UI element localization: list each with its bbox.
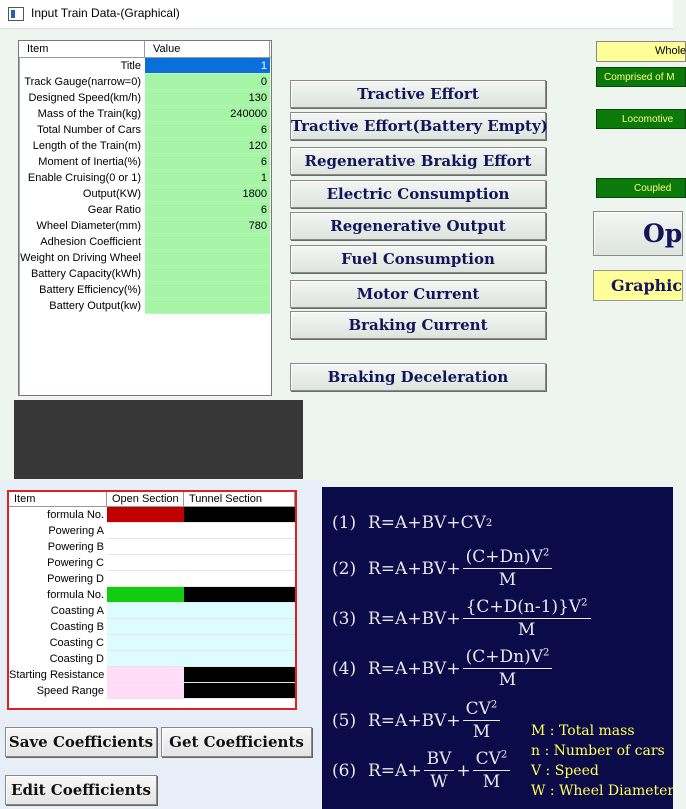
formula-denominator: W (430, 772, 448, 792)
row-value-cell[interactable]: 6 (145, 154, 270, 170)
coef-row[interactable] (9, 539, 295, 555)
table-row[interactable] (19, 170, 271, 186)
formula-expression: R=A+BV+ (368, 558, 461, 579)
row-item-label: Mass of the Train(kg) (37, 108, 141, 120)
formula-numerator: CV (475, 749, 501, 769)
row-value-cell[interactable]: 1 (145, 58, 270, 74)
tunnel-section-cell[interactable] (184, 635, 295, 651)
row-value-cell[interactable] (145, 250, 270, 266)
open-section-cell[interactable] (107, 507, 184, 523)
coef-row[interactable] (9, 667, 295, 683)
table-row[interactable] (19, 58, 271, 74)
formula-fraction (463, 547, 553, 590)
table-row[interactable] (19, 234, 271, 250)
row-value-cell[interactable]: 240000 (145, 106, 270, 122)
coefficient-table[interactable] (7, 490, 297, 710)
edit-coefficients-button[interactable]: Edit Coefficients (5, 775, 157, 805)
formula-denominator: M (472, 722, 491, 742)
tractive-effort-button[interactable]: Tractive Effort (290, 80, 546, 108)
formula-fraction (463, 647, 553, 690)
comprised-option[interactable]: Comprised of M (596, 67, 686, 87)
table-row[interactable] (19, 186, 271, 202)
table-row[interactable] (19, 282, 271, 298)
legend-number-of-cars: n : Number of cars (531, 743, 665, 759)
formula-6 (332, 749, 512, 792)
row-value-cell[interactable]: 6 (145, 202, 270, 218)
braking-deceleration-button[interactable]: Braking Deceleration (290, 363, 546, 391)
coef-row[interactable] (9, 651, 295, 667)
row-item-label: Weight on Driving Wheel (20, 252, 141, 264)
train-data-table[interactable] (18, 40, 272, 396)
row-item-label: Designed Speed(km/h) (28, 92, 141, 104)
open-section-cell[interactable] (107, 523, 184, 539)
coef-table-body (9, 507, 295, 699)
table-row[interactable] (19, 90, 271, 106)
formula-exponent: 2 (500, 749, 508, 761)
tunnel-section-cell[interactable] (184, 555, 295, 571)
coef-row[interactable] (9, 507, 295, 523)
formula-exponent: 2 (542, 547, 550, 559)
row-value-cell[interactable]: 1 (145, 170, 270, 186)
row-item-label: Wheel Diameter(mm) (36, 220, 141, 232)
coef-row-label: Coasting A (50, 605, 104, 617)
formula-exponent: 2 (581, 597, 588, 609)
formula-fraction (463, 597, 591, 640)
tunnel-section-cell[interactable] (184, 683, 295, 699)
formula-number: (2) (332, 558, 357, 579)
coef-row[interactable] (9, 603, 295, 619)
preview-panel (14, 400, 303, 479)
table-row[interactable] (19, 202, 271, 218)
fuel-consumption-button[interactable]: Fuel Consumption (290, 245, 546, 273)
open-section-cell[interactable] (107, 603, 184, 619)
formula-expression: R=A+BV+CV (368, 513, 486, 533)
tunnel-section-cell[interactable] (184, 587, 295, 603)
coef-row[interactable] (9, 619, 295, 635)
window-title: Input Train Data-(Graphical) (31, 6, 180, 20)
row-value-cell[interactable]: 120 (145, 138, 270, 154)
formula-2 (332, 547, 554, 590)
formula-denominator: M (517, 620, 536, 640)
formula-exponent: 2 (485, 517, 493, 529)
tunnel-section-cell[interactable] (184, 651, 295, 667)
formula-fraction (424, 749, 455, 792)
coef-row[interactable] (9, 683, 295, 699)
row-value-cell[interactable] (145, 298, 270, 314)
formula-number: (3) (332, 608, 357, 629)
formula-number: (4) (332, 658, 357, 679)
formula-number: (1) (332, 513, 357, 533)
open-section-cell[interactable] (107, 683, 184, 699)
row-value-cell[interactable] (145, 234, 270, 250)
formula-expression: R=A+ (368, 760, 422, 781)
row-value-cell[interactable] (145, 282, 270, 298)
coupled-option[interactable]: Coupled (596, 178, 686, 198)
formula-plus: + (456, 760, 471, 781)
coef-row-label: formula No. (47, 589, 104, 601)
coef-row[interactable] (9, 523, 295, 539)
open-section-cell[interactable] (107, 587, 184, 603)
tractive-effort-battery-empty-button[interactable]: Tractive Effort(Battery Empty) (290, 112, 546, 140)
table-row[interactable] (19, 218, 271, 234)
open-section-cell[interactable] (107, 635, 184, 651)
app-icon (8, 7, 24, 21)
motor-current-button[interactable]: Motor Current (290, 280, 546, 308)
coef-row-label: Powering B (47, 541, 104, 553)
table-row[interactable] (19, 138, 271, 154)
formula-number: (6) (332, 760, 357, 781)
row-value-cell[interactable]: 780 (145, 218, 270, 234)
open-section-cell[interactable] (107, 619, 184, 635)
get-coefficients-button[interactable]: Get Coefficients (161, 727, 312, 757)
legend-total-mass: M : Total mass (531, 723, 635, 739)
coef-row[interactable] (9, 587, 295, 603)
formula-numerator: CV (465, 699, 491, 719)
row-value-cell[interactable]: 1800 (145, 186, 270, 202)
formula-denominator: M (498, 570, 517, 590)
open-section-cell[interactable] (107, 539, 184, 555)
column-header-tunnel-section[interactable]: Tunnel Section (184, 492, 295, 506)
tunnel-section-cell[interactable] (184, 603, 295, 619)
coef-row-label: Speed Range (36, 685, 104, 697)
row-value-cell[interactable]: 130 (145, 90, 270, 106)
formula-numerator: {C+D(n-1)}V (465, 597, 582, 617)
tunnel-section-cell[interactable] (184, 619, 295, 635)
row-item-label: Total Number of Cars (37, 124, 141, 136)
coef-row-label: Coasting C (49, 637, 104, 649)
legend-wheel-diameter: W : Wheel Diameter (531, 783, 675, 799)
formula-exponent: 2 (490, 699, 498, 711)
tunnel-section-cell[interactable] (184, 667, 295, 683)
table-row[interactable] (19, 250, 271, 266)
row-item-label: Track Gauge(narrow=0) (24, 76, 141, 88)
regenerative-output-button[interactable]: Regenerative Output (290, 212, 546, 240)
row-item-label: Gear Ratio (87, 204, 141, 216)
row-item-label: Adhesion Coefficient (40, 236, 141, 248)
braking-current-button[interactable]: Braking Current (290, 311, 546, 339)
formula-fraction (473, 749, 511, 792)
coef-row-label: Powering A (48, 525, 104, 537)
graphic-button[interactable]: Graphic (593, 270, 683, 301)
table-row[interactable] (19, 122, 271, 138)
formula-numerator: (C+Dn)V (465, 547, 543, 567)
row-item-label: Moment of Inertia(%) (38, 156, 141, 168)
coef-row-label: formula No. (47, 509, 104, 521)
coef-row-label: Powering D (47, 573, 104, 585)
table-row[interactable] (19, 298, 271, 314)
formula-expression: R=A+BV+ (368, 658, 461, 679)
table-row[interactable] (19, 74, 271, 90)
coef-row-label: Powering C (47, 557, 104, 569)
row-item-label: Battery Efficiency(%) (39, 284, 141, 296)
coef-row[interactable] (9, 635, 295, 651)
formula-fraction (463, 699, 501, 742)
column-header-value[interactable]: Value (145, 41, 270, 57)
whole-option[interactable]: Whole (596, 41, 686, 62)
open-button[interactable]: Op (593, 211, 683, 256)
row-item-label: Battery Capacity(kWh) (30, 268, 141, 280)
coef-row-label: Starting Resistance (9, 669, 105, 681)
formula-expression: R=A+BV+ (368, 710, 461, 731)
formula-denominator: M (498, 670, 517, 690)
title-bar (0, 0, 673, 29)
formula-1 (332, 513, 492, 533)
open-section-cell[interactable] (107, 651, 184, 667)
coef-row[interactable] (9, 555, 295, 571)
table-row[interactable] (19, 106, 271, 122)
row-value-cell[interactable]: 6 (145, 122, 270, 138)
tunnel-section-cell[interactable] (184, 571, 295, 587)
tunnel-section-cell[interactable] (184, 507, 295, 523)
open-section-cell[interactable] (107, 667, 184, 683)
row-item-label: Length of the Train(m) (32, 140, 141, 152)
table-body (19, 58, 271, 314)
formula-4 (332, 647, 554, 690)
formula-number: (5) (332, 710, 357, 731)
coef-row[interactable] (9, 571, 295, 587)
formula-numerator: BV (424, 749, 455, 771)
table-header (19, 41, 271, 58)
electric-consumption-button[interactable]: Electric Consumption (290, 180, 546, 208)
row-item-label: Enable Cruising(0 or 1) (27, 172, 141, 184)
column-header-item[interactable]: Item (19, 41, 145, 57)
save-coefficients-button[interactable]: Save Coefficients (5, 727, 157, 757)
column-header-item[interactable]: Item (9, 492, 107, 506)
table-row[interactable] (19, 266, 271, 282)
locomotive-option[interactable]: Locomotive (596, 109, 686, 129)
formula-5 (332, 699, 502, 742)
row-item-label: Output(KW) (82, 188, 141, 200)
formula-exponent: 2 (542, 647, 550, 659)
tunnel-section-cell[interactable] (184, 523, 295, 539)
coef-table-header (9, 492, 295, 507)
row-value-cell[interactable]: 0 (145, 74, 270, 90)
legend-speed: V : Speed (531, 763, 599, 779)
row-value-cell[interactable] (145, 266, 270, 282)
open-section-cell[interactable] (107, 555, 184, 571)
formula-numerator: (C+Dn)V (465, 647, 543, 667)
formula-expression: R=A+BV+ (368, 608, 461, 629)
formula-denominator: M (482, 772, 501, 792)
formula-3 (332, 597, 593, 640)
coef-row-label: Coasting D (49, 653, 104, 665)
column-header-open-section[interactable]: Open Section (107, 492, 184, 506)
regenerative-braking-effort-button[interactable]: Regenerative Brakig Effort (290, 147, 546, 175)
coef-row-label: Coasting B (50, 621, 104, 633)
table-row[interactable] (19, 154, 271, 170)
open-section-cell[interactable] (107, 571, 184, 587)
formula-panel (322, 487, 673, 809)
row-item-label: Title (120, 60, 141, 72)
row-item-label: Battery Output(kw) (49, 300, 141, 312)
tunnel-section-cell[interactable] (184, 539, 295, 555)
